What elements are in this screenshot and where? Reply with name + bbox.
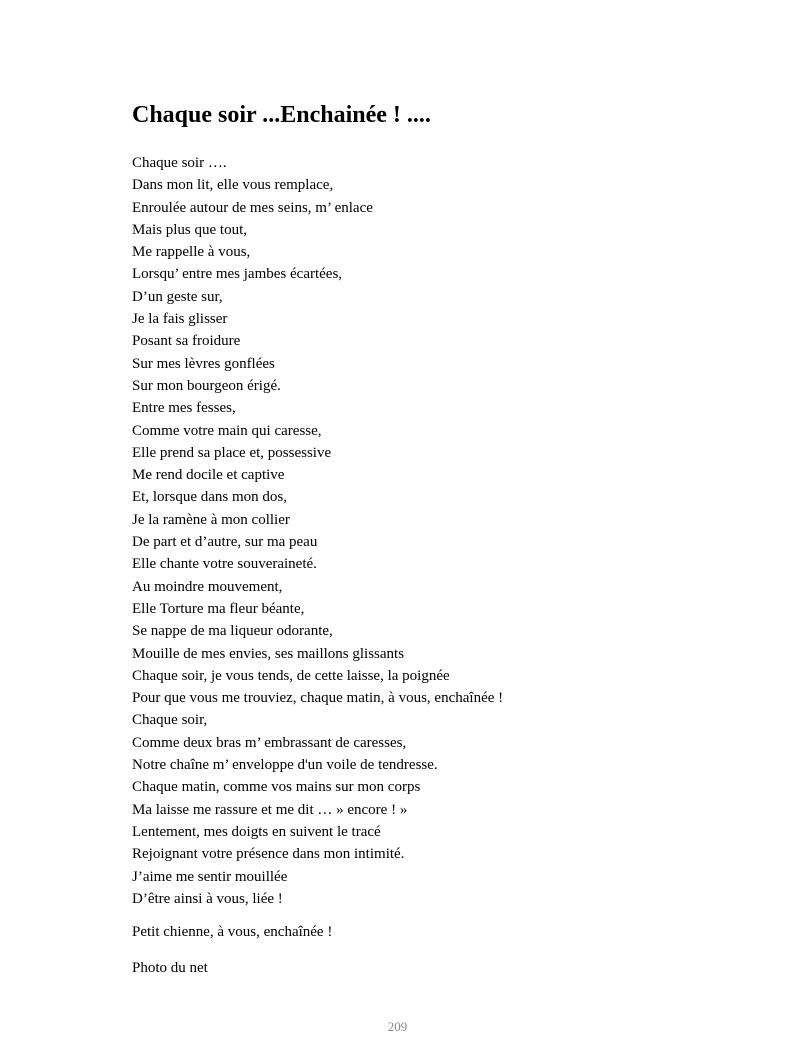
page-number: 209 <box>387 1019 408 1034</box>
poem-line: D’un geste sur, <box>132 288 223 305</box>
poem-line: Et, lorsque dans mon dos, <box>132 489 287 506</box>
poem-line: Chaque soir, <box>132 712 208 729</box>
poem-line: Au moindre mouvement, <box>132 578 283 595</box>
poem-line: Comme votre main qui caresse, <box>132 422 322 439</box>
closing-line: Petit chienne, à vous, enchaînée ! <box>132 924 333 940</box>
poem-line: Enroulée autour de mes seins, m’ enlace <box>132 199 373 216</box>
poem-line: Elle chante votre souveraineté. <box>132 556 317 573</box>
poem-line: J’aime me sentir mouillée <box>132 868 288 885</box>
poem-line: Se nappe de ma liqueur odorante, <box>132 623 333 640</box>
poem-line: Pour que vous me trouviez, chaque matin, à vous, enchaînée ! <box>132 690 504 707</box>
poem-line: Elle Torture ma fleur béante, <box>132 600 305 617</box>
poem-line: Lorsqu’ entre mes jambes écartées, <box>132 266 343 283</box>
poem-line: Me rappelle à vous, <box>132 244 251 261</box>
poem-line: Ma laisse me rassure et me dit … » encore ! » <box>132 801 408 818</box>
poem-line: Me rend docile et captive <box>132 467 285 484</box>
poem-line: Comme deux bras m’ embrassant de caresses, <box>132 734 407 751</box>
poem-line: De part et d’autre, sur ma peau <box>132 534 318 551</box>
poem-line: Sur mon bourgeon érigé. <box>132 377 281 394</box>
page-title: Chaque soir ...Enchainée ! .... <box>132 102 431 128</box>
poem-line: Mais plus que tout, <box>132 221 247 238</box>
poem-line: Dans mon lit, elle vous remplace, <box>132 177 334 194</box>
poem-line: Sur mes lèvres gonflées <box>132 355 275 372</box>
poem-line: Lentement, mes doigts en suivent le tracé <box>132 823 381 840</box>
poem <box>132 152 503 910</box>
photo-credit: Photo du net <box>132 960 208 976</box>
poem-line: D’être ainsi à vous, liée ! <box>132 890 283 907</box>
poem-line: Entre mes fesses, <box>132 400 236 417</box>
poem-line: Rejoignant votre présence dans mon intimité. <box>132 846 405 863</box>
poem-line: Mouille de mes envies, ses maillons glissants <box>132 645 405 662</box>
poem-line: Elle prend sa place et, possessive <box>132 444 332 461</box>
poem-line: Notre chaîne m’ enveloppe d'un voile de tendresse. <box>132 757 438 774</box>
poem-line: Chaque soir …. <box>132 155 227 171</box>
poem-line: Je la fais glisser <box>132 311 228 328</box>
poem-line: Je la ramène à mon collier <box>132 511 290 528</box>
poem-line: Chaque soir, je vous tends, de cette laisse, la poignée <box>132 667 450 684</box>
poem-line: Chaque matin, comme vos mains sur mon corps <box>132 779 421 796</box>
poem-line: Posant sa froidure <box>132 333 241 350</box>
